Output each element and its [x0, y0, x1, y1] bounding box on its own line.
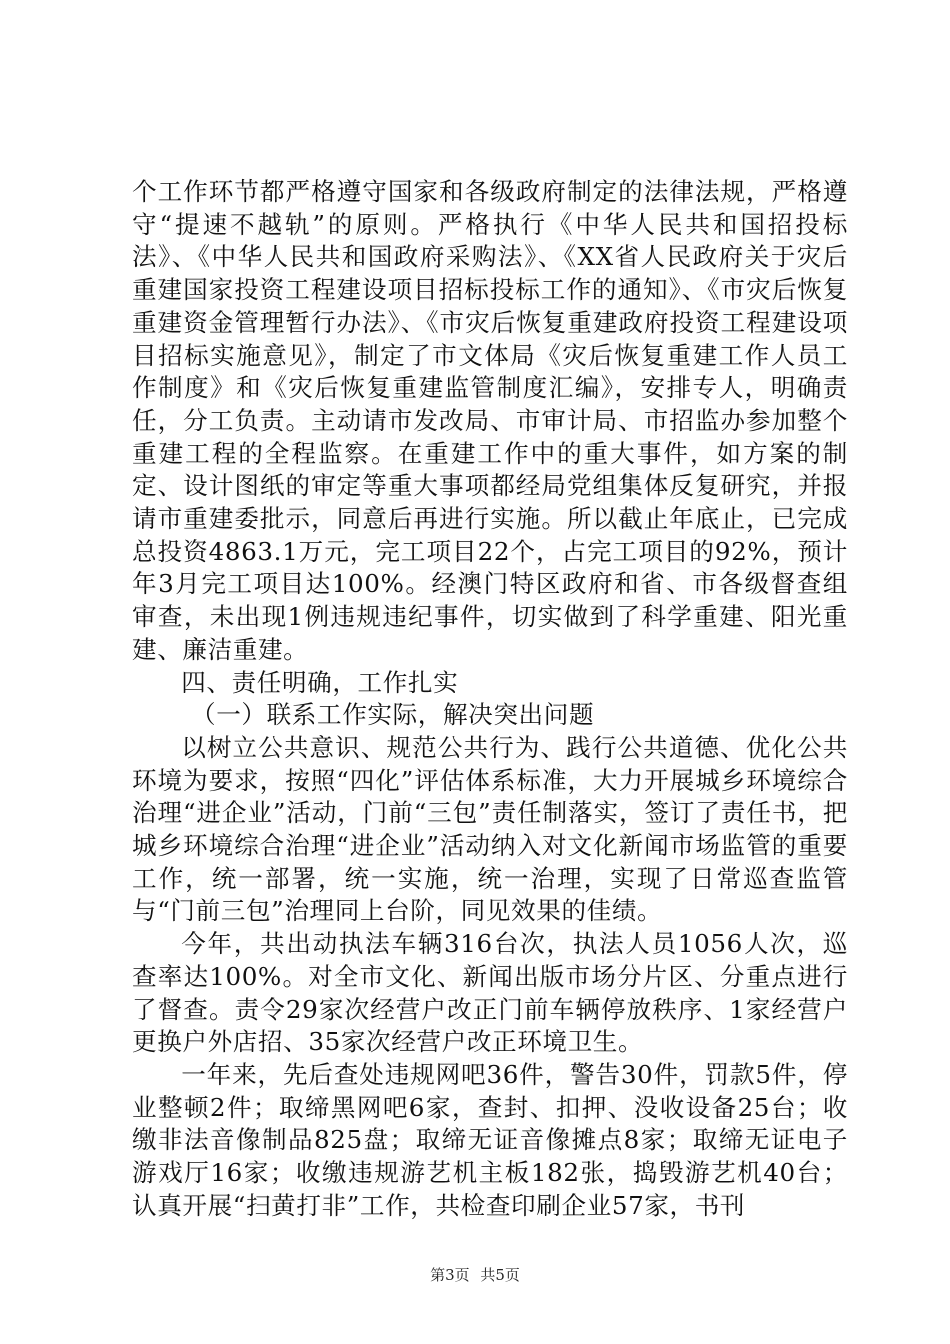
body-paragraph: 以树立公共意识、规范公共行为、践行公共道德、优化公共环境为要求，按照“四化”评估体系标准，大力开展城乡环境综合治理“进企业”活动，门前“三包”责任制落实，签订了责任书，把城乡环境综合治理“进企业”活动纳入对文化新闻市场监管的重要工作，统一部署，统一实施，统一治理，实现了日常巡查监管与“门前三包”治理同上台阶，同见效果的佳绩。	[132, 732, 848, 926]
body-paragraph: 一年来，先后查处违规网吧36件，警告30件，罚款5件，停业整顿2件；取缔黑网吧6家，查封、扣押、没收设备25台；收缴非法音像制品825盘；取缔无证音像摊点8家；取缔无证电子游戏厅16家；收缴违规游艺机主板182张，捣毁游艺机40台；认真开展“扫黄打非”工作，共检查印刷企业57家，书刊	[132, 1059, 848, 1220]
page-total: 共5页	[480, 1266, 520, 1284]
body-paragraph: 个工作环节都严格遵守国家和各级政府制定的法律法规，严格遵守“提速不越轨”的原则。严格执行《中华人民共和国招投标法》、《中华人民共和国政府采购法》、《XX省人民政府关于灾后重建国家投资工程建设项目招标投标工作的通知》、《市灾后恢复重建资金管理暂行办法》、《市灾后恢复重建政府投资工程建设项目招标实施意见》，制定了市文体局《灾后恢复重建工作人员工作制度》和《灾后恢复重建监管制度汇编》，安排专人，明确责任，分工负责。主动请市发改局、市审计局、市招监办参加整个重建工程的全程监察。在重建工作中的重大事件，如方案的制定、设计图纸的审定等重大事项都经局党组集体反复研究，并报请市重建委批示，同意后再进行实施。所以截止年底止，已完成总投资4863.1万元，完工项目22个，占完工项目的92%，预计年3月完工项目达100%。经澳门特区政府和省、市各级督查组审查，未出现1例违规违纪事件，切实做到了科学重建、阳光重建、廉洁重建。	[132, 177, 848, 664]
section-heading: 四、责任明确，工作扎实	[181, 667, 459, 697]
subsection-heading: （一）联系工作实际，解决突出问题	[191, 700, 595, 730]
page-number: 第3页	[430, 1266, 470, 1284]
page-footer	[0, 1264, 950, 1285]
body-paragraph: 今年，共出动执法车辆316台次，执法人员1056人次，巡查率达100%。对全市文化、新闻出版市场分片区、分重点进行了督查。责令29家次经营户改正门前车辆停放秩序、1家经营户更换户外店招、35家次经营户改正环境卫生。	[132, 929, 848, 1057]
document-body	[132, 176, 848, 1223]
